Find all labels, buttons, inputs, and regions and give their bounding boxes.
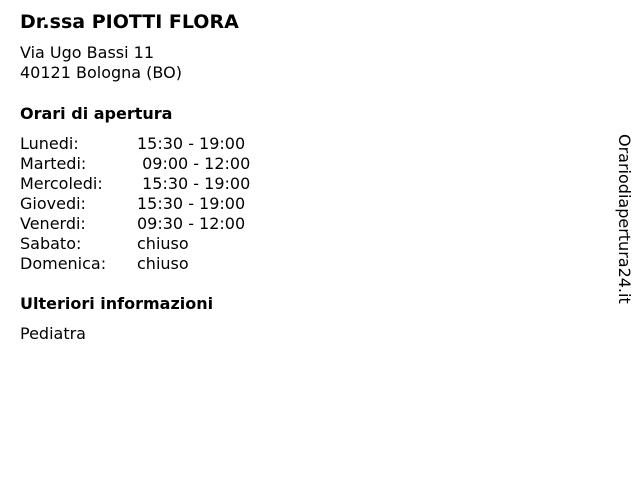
time-value: chiuso [137,254,189,273]
hours-row-giovedi [20,194,250,214]
hours-row-sabato [20,234,250,254]
day-label: Lunedi: [20,134,79,153]
time-value: 09:30 - 12:00 [137,214,246,233]
time-value: 15:30 - 19:00 [137,174,251,193]
day-label: Sabato: [20,234,82,253]
opening-hours-heading: Orari di apertura [20,104,173,123]
day-label: Mercoledi: [20,174,103,193]
day-label: Giovedi: [20,194,86,213]
additional-info-heading: Ulteriori informazioni [20,294,214,313]
opening-hours-table [20,134,250,274]
time-value: chiuso [137,234,189,253]
address-street: Via Ugo Bassi 11 [20,43,155,62]
address [20,43,182,83]
day-label: Domenica: [20,254,107,273]
address-city: 40121 Bologna (BO) [20,63,182,82]
business-name: Dr.ssa PIOTTI FLORA [20,11,239,33]
hours-row-mercoledi [20,174,250,194]
additional-info-text: Pediatra [20,324,86,343]
day-label: Martedi: [20,154,87,173]
hours-row-martedi [20,154,250,174]
time-value: 15:30 - 19:00 [137,134,246,153]
day-label: Venerdi: [20,214,86,233]
hours-row-lunedi [20,134,250,154]
site-watermark: Orariodiapertura24.it [615,134,634,304]
hours-row-venerdi [20,214,250,234]
time-value: 15:30 - 19:00 [137,194,246,213]
hours-row-domenica [20,254,250,274]
time-value: 09:00 - 12:00 [137,154,251,173]
